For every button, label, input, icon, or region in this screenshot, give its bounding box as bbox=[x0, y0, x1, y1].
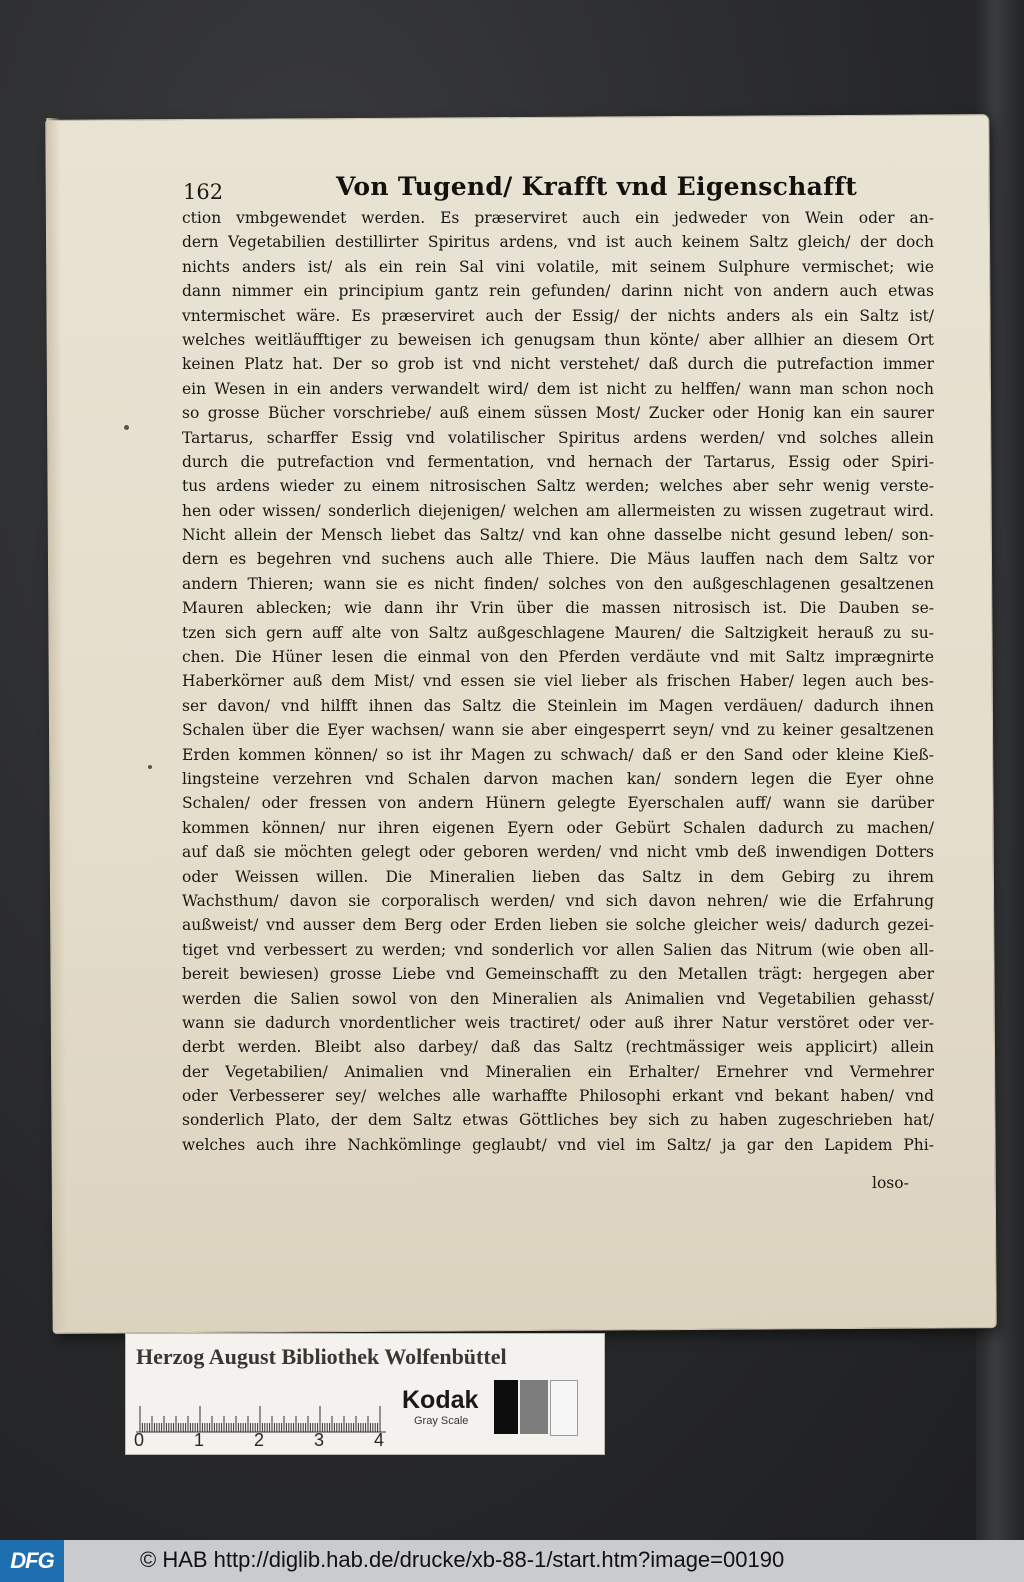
running-head: Von Tugend/ Krafft vnd Eigenschafft bbox=[336, 172, 858, 201]
footer-bar bbox=[0, 1540, 1024, 1582]
text-line: vntermischet wäre. Es præserviret auch der Essig/ der nichts anders als ein Saltz ist/ bbox=[182, 306, 934, 325]
library-name: Herzog August Bibliothek Wolfenbüttel bbox=[136, 1344, 507, 1369]
text-line: bereit bewiesen) grosse Liebe vnd Gemeinschafft zu den Metallen trägt: hergegen aber bbox=[182, 965, 934, 984]
text-line: tzen sich gern auff alte von Saltz außgeschlagene Mauren/ die Saltzigkeit herauß zu su- bbox=[182, 623, 934, 642]
dfg-logo: DFG bbox=[0, 1540, 64, 1582]
text-line: welches weitläufftiger zu beweisen ich genugsam thun könte/ aber allhier an diesem Ort bbox=[182, 330, 934, 349]
text-line: Nicht allein der Mensch liebet das Saltz/ vnd kan ohne dasselbe nicht gesund leben/ son- bbox=[182, 526, 934, 545]
kodak-subtitle: Gray Scale bbox=[414, 1415, 469, 1427]
scale-ruler bbox=[136, 1384, 386, 1434]
color-target-card bbox=[125, 1333, 605, 1455]
text-line: keinen Platz hat. Der so grob ist vnd nicht verstehet/ daß durch die putrefaction immer bbox=[182, 355, 934, 374]
text-line: so grosse Bücher vorschriebe/ auß einem süssen Most/ Zucker oder Honig kan ein saurer bbox=[182, 404, 934, 423]
text-line: sonderlich Plato, der dem Saltz etwas Göttliches bey sich zu haben zugeschrieben hat/ bbox=[182, 1111, 934, 1130]
text-line: kommen können/ nur ihren eigenen Eyern oder Gebürt Schalen dadurch zu machen/ bbox=[182, 818, 934, 837]
text-line: tus ardens wieder zu einem nitrosischen Saltz werden; welches aber sehr wenig verste- bbox=[182, 477, 934, 496]
gray-swatch-white bbox=[550, 1380, 578, 1436]
kodak-brand: Kodak bbox=[402, 1386, 479, 1414]
text-line: dern Vegetabilien destillirter Spiritus ardens, vnd ist auch keinem Saltz gleich/ der doch bbox=[182, 233, 934, 252]
ruler-label: 2 bbox=[254, 1430, 265, 1450]
text-line: hen oder wissen/ sonderlich diejenigen/ welchen am allermeisten zu wissen zugetraut wird. bbox=[182, 501, 934, 520]
text-line: Erden kommen können/ so ist ihr Magen zu schwach/ daß er den Sand oder kleine Kieß- bbox=[182, 745, 934, 764]
page-number: 162 bbox=[183, 180, 224, 204]
text-line: Wachsthum/ davon sie corporalisch werden/ vnd sich davon nehren/ wie die Erfahrung bbox=[182, 891, 934, 910]
gray-swatch-black bbox=[494, 1380, 518, 1434]
text-line: Mauren ablecken; wie dann ihr Vrin über die massen nitrosisch ist. Die Dauben se- bbox=[182, 599, 934, 618]
ruler-label: 4 bbox=[374, 1430, 385, 1450]
text-line: tiget vnd verbessert zu werden; vnd sonderlich vor allen Salien das Nitrum (wie oben all- bbox=[182, 940, 934, 959]
ruler-label: 3 bbox=[314, 1430, 325, 1450]
text-line: dern es begehren vnd suchens auch alle Thiere. Die Mäus lauffen nach dem Saltz vor bbox=[182, 550, 934, 569]
text-line: Haberkörner auß dem Mist/ vnd essen sie viel lieber als frischen Haber/ legen auch bes- bbox=[182, 672, 934, 691]
ruler-label: 0 bbox=[134, 1430, 145, 1450]
text-line: dann nimmer ein principium gantz rein gefunden/ darinn nicht von andern auch etwas bbox=[182, 282, 934, 301]
text-line: wann sie dadurch vnordentlicher weis tractiret/ oder auß ihrer Natur verstöret oder ver- bbox=[182, 1013, 934, 1032]
catchword: loso- bbox=[872, 1174, 909, 1192]
kodak-label bbox=[396, 1386, 496, 1436]
text-line: der Vegetabilien/ Animalien vnd Mineralien ein Erhalter/ Ernehrer vnd Vermehrer bbox=[182, 1062, 934, 1081]
text-line: derbt werden. Bleibt also darbey/ daß das Saltz (rechtmässiger weis applicirt) allein bbox=[182, 1038, 934, 1057]
body-text bbox=[182, 206, 934, 1157]
margin-dot bbox=[148, 765, 152, 769]
copyright-url[interactable]: © HAB http://diglib.hab.de/drucke/xb-88-1/start.htm?image=00190 bbox=[140, 1547, 785, 1572]
text-line: werden die Salien sowol von den Mineralien als Animalien vnd Vegetabilien gehasst/ bbox=[182, 989, 934, 1008]
text-line: Tartarus, scharffer Essig vnd volatilischer Spiritus ardens werden/ vnd solches allein bbox=[182, 428, 934, 447]
text-line: lingsteine verzehren vnd Schalen darvon machen kan/ sondern legen die Eyer ohne bbox=[182, 769, 934, 788]
ruler-label: 1 bbox=[194, 1430, 205, 1450]
text-line: auf daß sie möchten gelegt oder geboren werden/ vnd nicht vmb deß inwendigen Dotters bbox=[182, 843, 934, 862]
text-line: ein Wesen in ein anders verwandelt wird/ dem ist nicht zu helffen/ wann man schon noch bbox=[182, 379, 934, 398]
margin-dot bbox=[124, 425, 129, 430]
text-line: Schalen über die Eyer wachsen/ wann sie aber eingesperrt seyn/ vnd zu keiner gesaltzenen bbox=[182, 721, 934, 740]
gray-swatch-mid bbox=[520, 1380, 548, 1434]
text-line: ser davon/ vnd hilfft ihnen das Saltz die Steinlein im Magen verdäuen/ dadurch ihnen bbox=[182, 696, 934, 715]
text-line: chen. Die Hüner lesen die einmal von den Pferden verdäute vnd mit Saltz imprægnirte bbox=[182, 648, 934, 667]
text-line: nichts anders ist/ als ein rein Sal vini volatile, mit seinem Sulphure vermischet; wie bbox=[182, 257, 934, 276]
text-line: oder Weissen willen. Die Mineralien lieben das Saltz in dem Gebirg zu ihrem bbox=[182, 867, 934, 886]
text-line: oder Verbesserer sey/ welches alle warhaffte Philosophi erkant vnd bekant haben/ vnd bbox=[182, 1087, 934, 1106]
text-line: andern Thieren; wann sie es nicht finden/ solches von den außgeschlagenen gesaltzenen bbox=[182, 574, 934, 593]
text-line: durch die putrefaction vnd fermentation, vnd hernach der Tartarus, Essig oder Spiri- bbox=[182, 452, 934, 471]
text-line: Schalen/ oder fressen von andern Hünern gelegte Eyerschalen auff/ wann sie darüber bbox=[182, 794, 934, 813]
text-line: außweist/ vnd ausser dem Berg oder Erden lieben sie solche gleicher weis/ dadurch gezei- bbox=[182, 916, 934, 935]
text-line: welches auch ihre Nachkömlinge geglaubt/ vnd viel im Saltz/ ja gar den Lapidem Phi- bbox=[182, 1135, 934, 1154]
text-line: ction vmbgewendet werden. Es præserviret auch ein jedweder von Wein oder an- bbox=[182, 209, 934, 227]
